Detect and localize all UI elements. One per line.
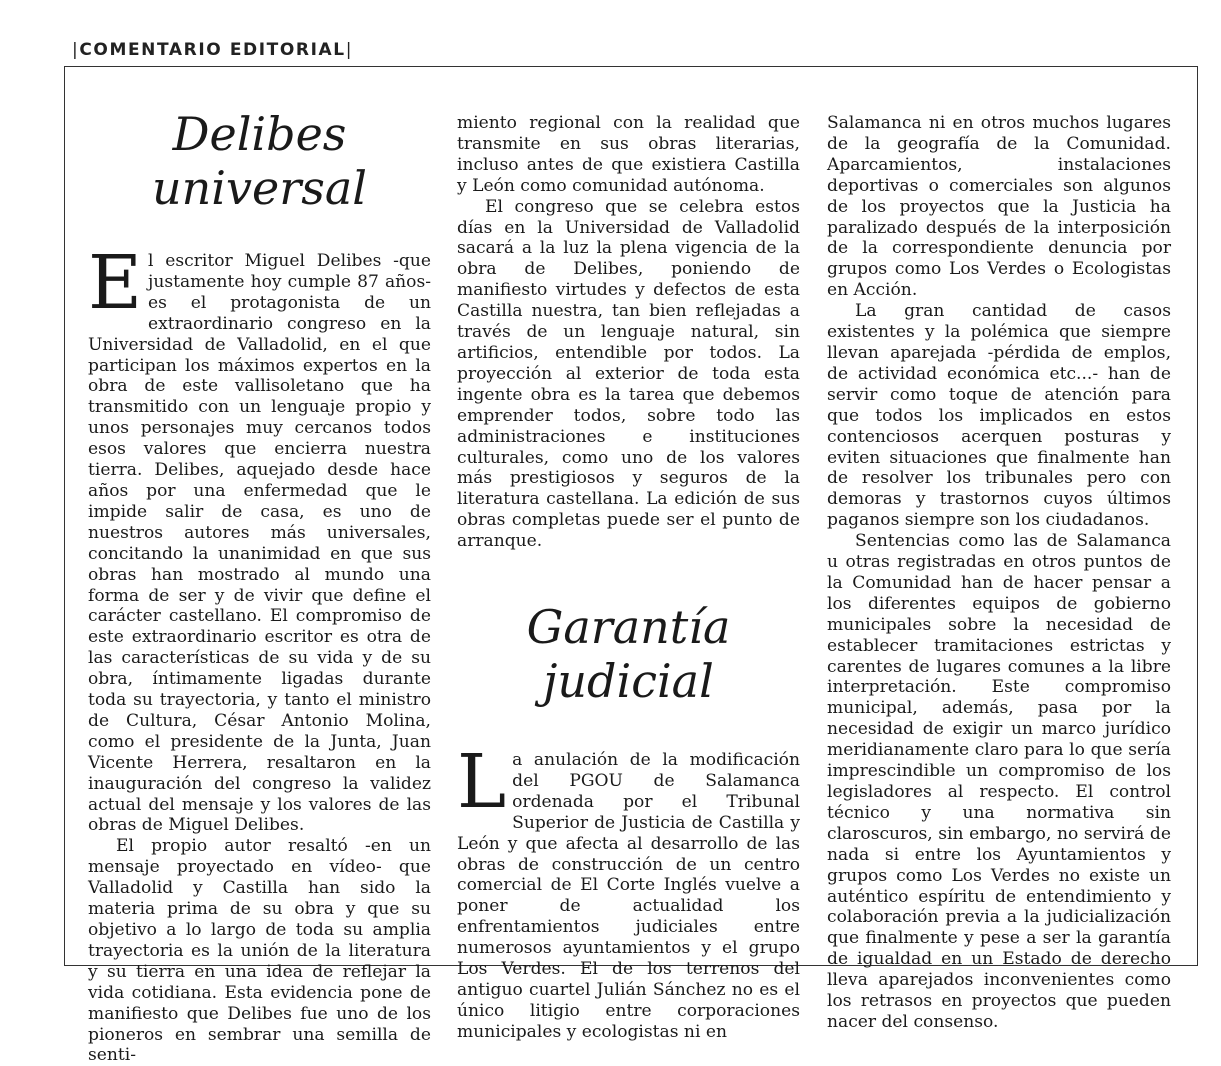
column-1 [88, 67, 431, 1066]
article-1-paragraph-2: El propio autor resaltó -en un mensaje proyectado en vídeo- que Valladolid y Castilla han sido la materia prima de su obra y que su objetivo a lo largo de toda su amplia trayectoria es la unión de la literatura y su tierra en una idea de reflejar la vida cotidiana. Esta evidencia pone de manifiesto que Delibes fue uno de los pioneros en sembrar una semilla de senti- [88, 836, 431, 1066]
column-3 [827, 67, 1171, 1033]
article-2-paragraph-2: La gran cantidad de casos existentes y la polémica que siempre llevan aparejada -pérdida de emplos, de actividad económica etc...- han de servir como toque de atención para que todos los implicados en estos contenciosos acerquen posturas y eviten situaciones que finalmente han de resolver los tribunales pero con demoras y trastornos cuyos últimos paganos siempre son los ciudadanos. [827, 301, 1171, 531]
headline-delibes-universal [88, 67, 431, 215]
headline-garantia-judicial [457, 600, 800, 708]
article-2-paragraph-1 [457, 739, 800, 1043]
article-1-paragraph-2-continued: miento regional con la realidad que transmite en sus obras literarias, incluso antes de que existiera Castilla y León como comunidad autónoma. [457, 113, 800, 196]
headline-1-line-1: Delibes [172, 107, 347, 161]
section-label: |COMENTARIO EDITORIAL| [72, 40, 354, 60]
article-1-paragraph-3: El congreso que se celebra estos días en la Universidad de Valladolid sacará a la luz la plena vigencia de la obra de Delibes, poniendo de manifiesto virtudes y defectos de esta Castilla nuestra, tan bien reflejadas a través de un lenguaje natural, sin artificios, entendible por todos. La proyección al exterior de toda esta ingente obra es la tarea que debemos emprender todos, sobre todo las administraciones e instituciones culturales, como uno de los valores más prestigiosos y seguros de la literatura castellana. La edición de sus obras completas puede ser el punto de arranque. [457, 196, 800, 552]
headline-1-line-2: universal [152, 161, 367, 215]
article-2-paragraph-3: Sentencias como las de Salamanca u otras registradas en otros puntos de la Comunidad han de hacer pensar a los diferentes equipos de gobierno municipales sobre la necesidad de establecer tramitaciones estrictas y carentes de lugares comunes a la libre interpretación. Este compromiso municipal, además, pasa por la necesidad de exigir un marco jurídico meridianamente claro para lo que sería imprescindible un compromiso de los legisladores al respecto. El control técnico y una normativa sin claroscuros, sin embargo, no servirá de nada si entre los Ayuntamientos y grupos como Los Verdes no existe un auténtico espíritu de entendimiento y colaboración previa a la judicialización que finalmente y pese a ser la garantía de igualdad en un Estado de derecho lleva aparejados inconvenientes como los retrasos en proyectos que pueden nacer del consenso. [827, 531, 1171, 1032]
article-2-paragraph-1-continued: Salamanca ni en otros muchos lugares de la geografía de la Comunidad. Aparcamientos, instalaciones deportivas o comerciales son algunos de los proyectos que la Justicia ha paralizado después de la interposición de la correspondiente denuncia por grupos como Los Verdes o Ecologistas en Acción. [827, 113, 1171, 301]
article-1-paragraph-1 [88, 240, 431, 836]
headline-2-line-1: Garantía [526, 600, 731, 655]
dropcap-l: L [457, 739, 507, 826]
article-2-p1-text: a anulación de la modificación del PGOU de Salamanca ordenada por el Tribunal Superior de Justicia de Castilla y León y que afecta al desarrollo de las obras de construcción de un centro comercial de El Corte Inglés vuelve a poner de actualidad los enfrentamientos judiciales entre numerosos ayuntamientos y el grupo Los Verdes. El de los terrenos del antiguo cuartel Julián Sánchez no es el único litigio entre corporaciones municipales y ecologistas ni en [457, 750, 800, 1042]
editorial-frame [64, 66, 1198, 1066]
headline-2-line-2: judicial [543, 654, 714, 709]
column-2 [457, 67, 800, 1043]
dropcap-e: E [88, 240, 143, 326]
section-label-text: COMENTARIO EDITORIAL [79, 40, 346, 60]
article-1-p1-text: l escritor Miguel Delibes -que justamente hoy cumple 87 años- es el protagonista de un extraordinario congreso en la Universidad de Valladolid, en el que participan los máximos expertos en la obra de este vallisoletano que ha transmitido con un lenguaje propio y unos personajes muy cercanos todos esos valores que encierra nuestra tierra. Delibes, aquejado desde hace años por una enfermedad que le impide salir de casa, es uno de nuestros autores más universales, concitando la unanimidad en que sus obras han mostrado al mundo una forma de ser y de vivir que define el carácter castellano. El compromiso de este extraordinario escritor es otra de las características de su vida y de su obra, íntimamente ligadas durante toda su trayectoria, y tanto el ministro de Cultura, César Antonio Molina, como el presidente de la Junta, Juan Vicente Herrera, resaltaron en la inauguración del congreso la validez actual del mensaje y los valores de las obras de Miguel Delibes. [88, 251, 431, 836]
